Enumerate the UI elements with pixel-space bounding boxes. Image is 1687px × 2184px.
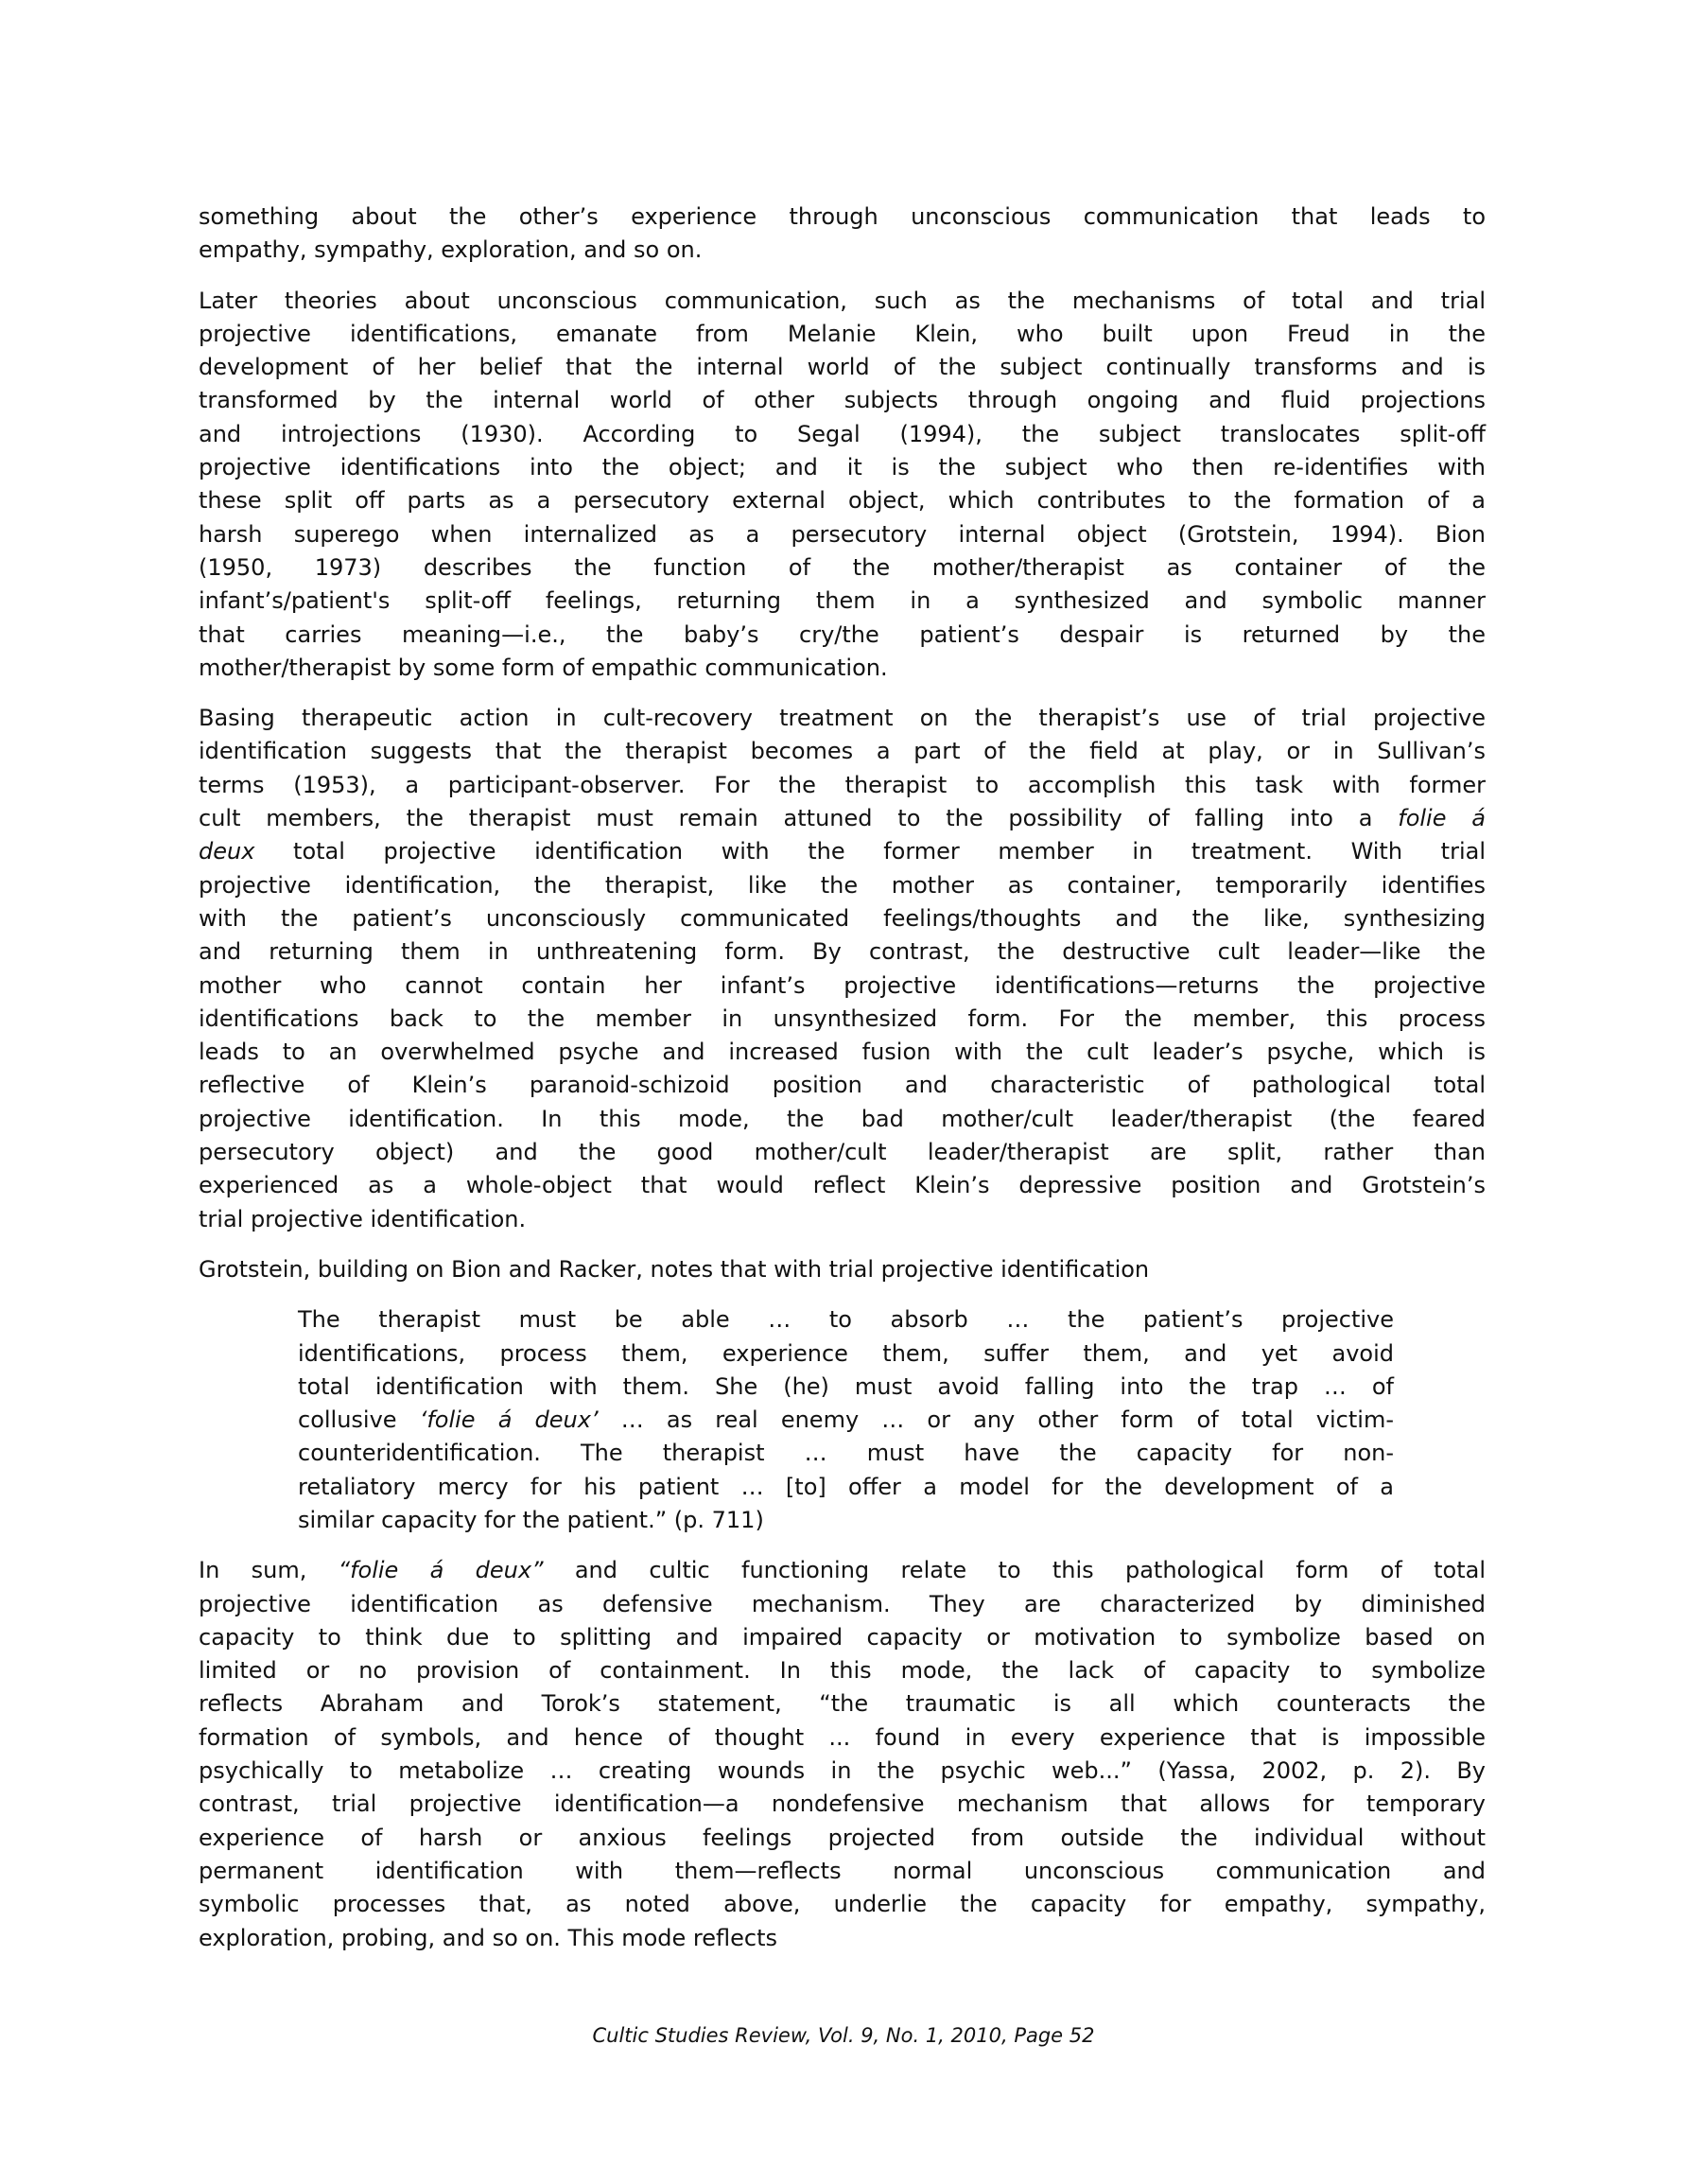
text-line: mother who cannot contain her infant’s projective identifications—returns the projective (199, 971, 1486, 999)
text-segment: total projective identification with the former member in treatment. With trial (254, 838, 1486, 865)
text-line: experienced as a whole-object that would reflect Klein’s depressive position and Grotstein’s (199, 1172, 1486, 1199)
text-line: harsh superego when internalized as a persecutory internal object (Grotstein, 1994). Bion (199, 520, 1486, 548)
paragraph (199, 201, 1486, 268)
text-segment: In sum, (199, 1557, 339, 1584)
text-line: psychically to metabolize … creating wounds in the psychic web...” (Yassa, 2002, p. 2). By (199, 1757, 1486, 1785)
text-line: (1950, 1973) describes the function of the mother/therapist as container of the (199, 553, 1486, 581)
text-line: projective identification. In this mode, the bad mother/cult leader/therapist (the feared (199, 1105, 1486, 1132)
text-line: mother/therapist by some form of empathic communication. (199, 654, 888, 681)
text-line (199, 802, 1486, 835)
text-segment: cult members, the therapist must remain attuned to the possibility of falling into a (199, 805, 1399, 832)
text-line: retaliatory mercy for his patient … [to] offer a model for the development of a (298, 1473, 1394, 1500)
text-line (199, 1554, 1486, 1587)
text-line: leads to an overwhelmed psyche and increased fusion with the cult leader’s psyche, which is (199, 1039, 1486, 1066)
text-line: identifications back to the member in unsynthesized form. For the member, this process (199, 1005, 1486, 1032)
text-line: permanent identification with them—reflects normal unconscious communication and (199, 1857, 1486, 1884)
text-line: trial projective identification. (199, 1205, 527, 1232)
text-line: contrast, trial projective identification—a nondefensive mechanism that allows for temporary (199, 1791, 1486, 1818)
text-line: projective identifications into the object; and it is the subject who then re-identifies with (199, 454, 1486, 481)
text-line: reflects Abraham and Torok’s statement, “the traumatic is all which counteracts the (199, 1690, 1486, 1718)
text-line: counteridentification. The therapist … must have the capacity for non- (298, 1440, 1394, 1467)
text-line: terms (1953), a participant-observer. For the therapist to accomplish this task with former (199, 771, 1486, 798)
text-line: formation of symbols, and hence of thought ... found in every experience that is impossible (199, 1723, 1486, 1751)
text-line: and returning them in unthreatening form. By contrast, the destructive cult leader—like the (199, 938, 1486, 966)
italic-text: “folie á deux” (338, 1557, 544, 1584)
text-line: total identification with them. She (he) must avoid falling into the trap … of (298, 1372, 1394, 1400)
text-line: experience of harsh or anxious feelings projected from outside the individual without (199, 1824, 1486, 1851)
paragraph (199, 1554, 1486, 1955)
text-line: projective identifications, emanate from Melanie Klein, who built upon Freud in the (199, 320, 1486, 347)
text-line: symbolic processes that, as noted above, underlie the capacity for empathy, sympathy, (199, 1891, 1486, 1918)
italic-text: folie á (1398, 805, 1486, 832)
paragraph (199, 702, 1486, 1236)
text-line: infant’s/patient's split-off feelings, returning them in a synthesized and symbolic manner (199, 587, 1486, 615)
text-line: reflective of Klein’s paranoid-schizoid position and characteristic of pathological total (199, 1072, 1486, 1099)
text-line: Basing therapeutic action in cult-recovery treatment on the therapist’s use of trial projective (199, 705, 1486, 732)
text-line: identification suggests that the therapist becomes a part of the field at play, or in Sullivan’s (199, 738, 1486, 765)
text-line: persecutory object) and the good mother/cult leader/therapist are split, rather than (199, 1139, 1486, 1166)
paragraph (199, 285, 1486, 686)
body-text (199, 201, 1486, 1972)
italic-text: ‘folie á deux’ (419, 1406, 599, 1434)
text-line: and introjections (1930). According to Segal (1994), the subject translocates split-off (199, 420, 1486, 447)
text-line: identifications, process them, experience them, suffer them, and yet avoid (298, 1339, 1394, 1367)
text-line: projective identification, the therapist, like the mother as container, temporarily identifies (199, 871, 1486, 899)
text-line: that carries meaning—i.e., the baby’s cry/the patient’s despair is returned by the (199, 620, 1486, 648)
text-line: exploration, probing, and so on. This mode reflects (199, 1924, 778, 1951)
paragraph (199, 1253, 1486, 1286)
text-segment: and cultic functioning relate to this pathological form of total (543, 1557, 1486, 1584)
text-line (199, 835, 1486, 868)
text-line: something about the other’s experience through unconscious communication that leads to (199, 203, 1486, 230)
text-line: Later theories about unconscious communication, such as the mechanisms of total and trial (199, 287, 1486, 314)
text-line: transformed by the internal world of other subjects through ongoing and fluid projections (199, 387, 1486, 414)
text-line: projective identification as defensive mechanism. They are characterized by diminished (199, 1590, 1486, 1617)
text-segment: … as real enemy … or any other form of total victim- (598, 1406, 1394, 1434)
text-line: limited or no provision of containment. In this mode, the lack of capacity to symbolize (199, 1657, 1486, 1685)
text-line: these split off parts as a persecutory external object, which contributes to the formation of a (199, 487, 1486, 515)
text-line (298, 1404, 1394, 1437)
text-line: empathy, sympathy, exploration, and so on. (199, 236, 703, 264)
text-line: with the patient’s unconsciously communicated feelings/thoughts and the like, synthesizing (199, 904, 1486, 932)
text-line: development of her belief that the internal world of the subject continually transforms and is (199, 354, 1486, 381)
italic-text: deux (199, 838, 255, 865)
text-line: capacity to think due to splitting and impaired capacity or motivation to symbolize based on (199, 1623, 1486, 1651)
page-footer: Cultic Studies Review, Vol. 9, No. 1, 2010, Page 52 (592, 2024, 1095, 2047)
text-segment: collusive (298, 1406, 420, 1434)
text-line: similar capacity for the patient.” (p. 711) (298, 1506, 764, 1533)
text-line: Grotstein, building on Bion and Racker, notes that with trial projective identification (199, 1255, 1150, 1283)
block-quote (298, 1303, 1394, 1537)
text-line: The therapist must be able … to absorb … the patient’s projective (298, 1306, 1394, 1334)
